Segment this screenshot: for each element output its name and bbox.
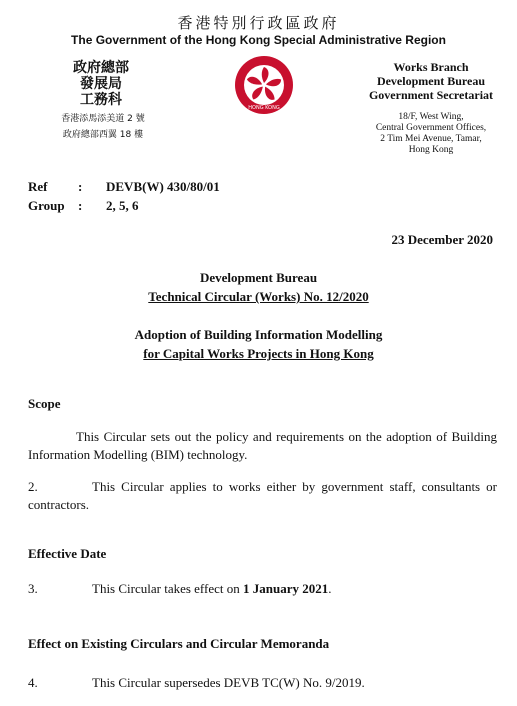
zh-branch-line: 政府總部 xyxy=(73,60,129,76)
effective-date-value: 1 January 2021 xyxy=(243,581,329,596)
para-number: 2. xyxy=(28,479,38,494)
zh-address-line: 政府總部西翼 18 樓 xyxy=(62,130,144,140)
zh-government-title: 香港特別行政區政府 xyxy=(177,16,340,32)
circular-header xyxy=(0,268,517,306)
group-label: Group xyxy=(28,198,65,213)
en-branch-line: Government Secretariat xyxy=(368,88,494,102)
circular-number: Technical Circular (Works) No. 12/2020 xyxy=(148,289,369,304)
group-value: 2, 5, 6 xyxy=(106,198,139,213)
en-address-line: Hong Kong xyxy=(408,145,454,155)
existing-paragraph xyxy=(28,674,497,692)
effective-date-heading: Effective Date xyxy=(28,546,107,561)
en-address-block xyxy=(352,112,510,156)
scope-text-2: This Circular applies to works either by government staff, consultants or contractors. xyxy=(28,479,497,512)
scope-heading: Scope xyxy=(28,396,61,411)
zh-address-block xyxy=(40,111,166,143)
scope-text-1: This Circular sets out the policy and requirements on the adoption of Building Information Modelling (BIM) technology. xyxy=(28,429,497,462)
en-branch-line: Development Bureau xyxy=(376,74,486,88)
group-colon: : xyxy=(78,198,83,213)
en-address-line: 2 Tim Mei Avenue, Tamar, xyxy=(380,134,482,144)
effective-paragraph xyxy=(28,580,497,598)
para-number: 4. xyxy=(28,675,38,690)
effective-text-end: . xyxy=(328,581,332,596)
para-number: 3. xyxy=(28,581,38,596)
title-line: for Capital Works Projects in Hong Kong xyxy=(143,346,374,361)
zh-branch-block xyxy=(56,60,146,108)
existing-text: This Circular supersedes DEVB TC(W) No. 9/2019. xyxy=(92,675,365,690)
en-branch-block xyxy=(352,60,510,102)
zh-branch-line: 發展局 xyxy=(80,76,122,92)
ref-row xyxy=(28,177,220,196)
bureau-name: Development Bureau xyxy=(199,270,318,285)
scope-paragraph-1 xyxy=(28,428,497,464)
effective-text: This Circular takes effect on xyxy=(92,581,244,596)
hksar-emblem-icon xyxy=(233,54,295,116)
zh-address-line: 香港添馬添美道 2 號 xyxy=(61,114,145,124)
en-branch-line: Works Branch xyxy=(393,60,469,74)
group-row xyxy=(28,196,220,215)
en-address-line: 18/F, West Wing, xyxy=(398,112,464,122)
scope-paragraph-2 xyxy=(28,478,497,514)
ref-colon: : xyxy=(78,179,83,194)
ref-label: Ref xyxy=(28,179,48,194)
circular-title xyxy=(0,325,517,363)
issue-date: 23 December 2020 xyxy=(391,232,493,247)
title-line: Adoption of Building Information Modelling xyxy=(134,327,383,342)
zh-branch-line: 工務科 xyxy=(80,92,122,108)
en-government-title: The Government of the Hong Kong Special Administrative Region xyxy=(71,33,446,47)
reference-block xyxy=(28,177,220,215)
en-address-line: Central Government Offices, xyxy=(375,123,487,133)
ref-value: DEVB(W) 430/80/01 xyxy=(106,179,220,194)
emblem-text: HONG KONG xyxy=(248,105,280,111)
existing-circulars-heading: Effect on Existing Circulars and Circular Memoranda xyxy=(28,636,330,651)
